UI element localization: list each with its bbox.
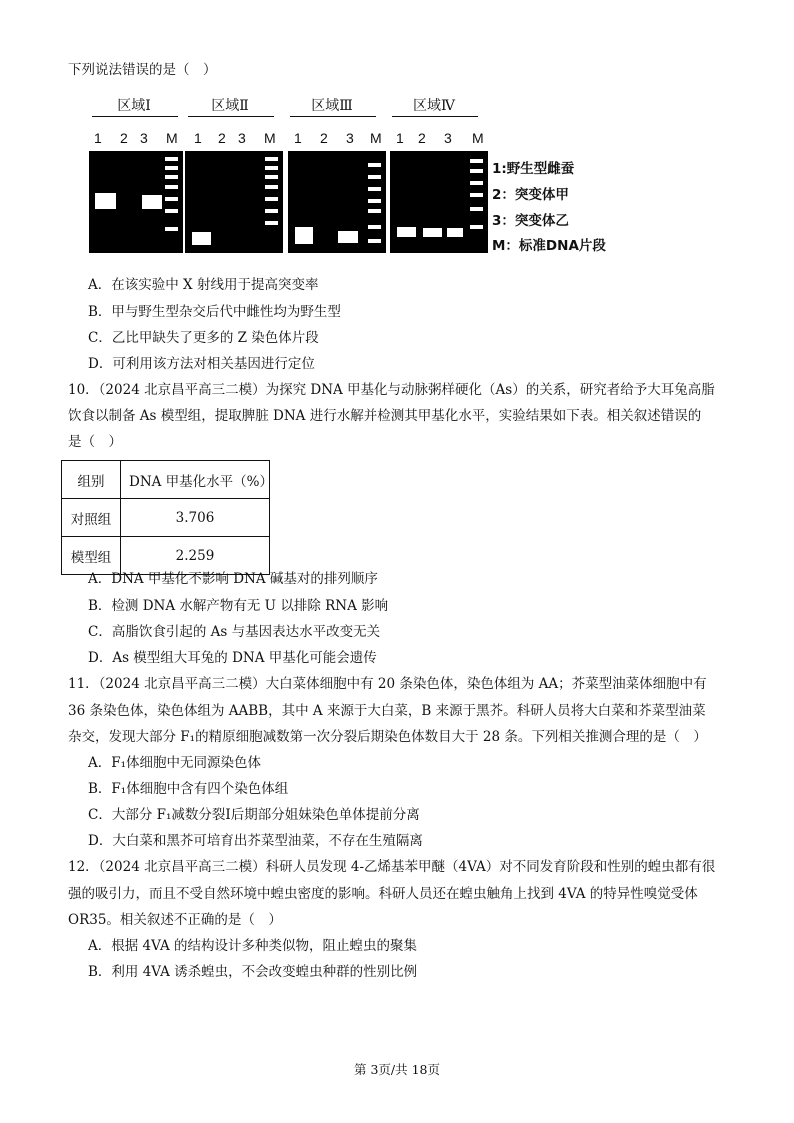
gel-region-4 xyxy=(390,151,488,253)
marker-band xyxy=(165,227,178,231)
table-header-row xyxy=(62,461,270,499)
region-underline-4 xyxy=(392,116,478,117)
marker-band xyxy=(165,166,178,170)
marker-band xyxy=(368,187,381,191)
question-9-stem: 下列说法错误的是（ ） xyxy=(68,62,217,78)
lane-label-3: 3 xyxy=(140,130,148,146)
marker-band xyxy=(470,159,483,163)
lane-label-2: 2 xyxy=(320,130,328,146)
marker-band xyxy=(265,157,278,161)
region-underline-3 xyxy=(290,116,376,117)
q9-option-c: C．乙比甲缺失了更多的 Z 染色体片段 xyxy=(88,330,319,346)
lane-label-1: 1 xyxy=(194,130,202,146)
q10-option-d: D．As 模型组大耳兔的 DNA 甲基化可能会遗传 xyxy=(88,650,377,666)
marker-band xyxy=(368,239,381,243)
marker-band xyxy=(165,175,178,179)
band-lane-2 xyxy=(423,228,442,237)
legend-item-mutant-b: 3：突变体乙 xyxy=(492,213,569,229)
band-lane-1 xyxy=(295,227,313,244)
q12-stem-line-1: 12．（2024 北京昌平高三二模）科研人员发现 4-乙烯基苯甲醚（4VA）对不同发育阶段和性别的蝗虫都有很 xyxy=(68,859,716,875)
lane-label-1: 1 xyxy=(94,130,102,146)
lane-label-m: M xyxy=(166,130,178,146)
q10-option-c: C．高脂饮食引起的 As 与基因表达水平改变无关 xyxy=(88,624,381,640)
q11-stem-line-3: 杂交，发现大部分 F₁的精原细胞减数第一次分裂后期染色体数目大于 28 条。下列相关推测合理的是（ ） xyxy=(68,729,707,745)
page-number: 第 3页/共 18页 xyxy=(353,1062,441,1077)
marker-band xyxy=(165,185,178,189)
marker-band xyxy=(265,185,278,189)
q9-option-a: A．在该实验中 X 射线用于提高突变率 xyxy=(88,277,319,293)
band-lane-3 xyxy=(338,231,358,243)
table-row xyxy=(62,499,270,537)
q11-stem-line-2: 36 条染色体，染色体组为 AABB，其中 A 来源于大白菜，B 来源于黑芥。科研人员将大白菜和芥菜型油菜 xyxy=(68,703,706,719)
q12-option-b: B．利用 4VA 诱杀蝗虫，不会改变蝗虫种群的性别比例 xyxy=(88,964,418,980)
table-cell-group: 对照组 xyxy=(62,499,121,537)
band-lane-1 xyxy=(95,193,116,209)
lane-label-m: M xyxy=(264,130,276,146)
marker-band xyxy=(368,209,381,213)
marker-band xyxy=(265,166,278,170)
lane-label-3: 3 xyxy=(238,130,246,146)
q9-option-d: D．可利用该方法对相关基因进行定位 xyxy=(88,356,315,372)
lane-label-2: 2 xyxy=(218,130,226,146)
lane-label-1: 1 xyxy=(294,130,302,146)
gel-region-3 xyxy=(288,151,386,253)
q10-stem-line-2: 饮食以制备 As 模型组，提取脾脏 DNA 进行水解并检测其甲基化水平，实验结果如下表。相关叙述错误的 xyxy=(68,408,702,424)
marker-band xyxy=(265,175,278,179)
marker-band xyxy=(470,181,483,185)
band-lane-3 xyxy=(142,195,162,209)
band-lane-3 xyxy=(447,228,463,237)
marker-band xyxy=(265,209,278,213)
region-label-2: 区域Ⅱ xyxy=(211,98,249,114)
table-cell-value: 2.259 xyxy=(121,537,270,575)
marker-band xyxy=(165,157,178,161)
table-cell-value: 3.706 xyxy=(121,499,270,537)
marker-band xyxy=(368,163,381,167)
q12-stem-line-2: 强的吸引力，而且不受自然环境中蝗虫密度的影响。科研人员还在蝗虫触角上找到 4VA 的特异性嗅觉受体 xyxy=(68,886,698,902)
lane-label-m: M xyxy=(370,130,382,146)
q9-option-b: B．甲与野生型杂交后代中雌性均为野生型 xyxy=(88,304,341,320)
marker-band xyxy=(165,197,178,201)
region-label-1: 区域Ⅰ xyxy=(117,98,151,114)
legend-item-marker: M：标准DNA片段 xyxy=(492,238,606,254)
marker-band xyxy=(470,225,483,229)
lane-label-3: 3 xyxy=(444,130,452,146)
marker-band xyxy=(470,207,483,211)
lane-label-2: 2 xyxy=(120,130,128,146)
region-label-4: 区域Ⅳ xyxy=(413,98,455,114)
marker-band xyxy=(368,225,381,229)
q11-option-a: A．F₁体细胞中无同源染色体 xyxy=(88,755,262,771)
marker-band xyxy=(470,169,483,173)
q10-stem-line-3: 是（ ） xyxy=(68,434,122,450)
lane-label-3: 3 xyxy=(346,130,354,146)
q10-option-b: B．检测 DNA 水解产物有无 U 以排除 RNA 影响 xyxy=(88,598,389,614)
q11-option-d: D．大白菜和黑芥可培育出芥菜型油菜，不存在生殖隔离 xyxy=(88,833,423,849)
table-header-methylation: DNA 甲基化水平（%） xyxy=(121,461,270,499)
band-lane-1 xyxy=(192,232,211,245)
table-cell-group: 模型组 xyxy=(62,537,121,575)
legend-item-mutant-a: 2：突变体甲 xyxy=(492,187,569,203)
marker-band xyxy=(368,199,381,203)
legend-item-wild-type: 1:野生型雌蚕 xyxy=(492,161,575,177)
q12-option-a: A．根据 4VA 的结构设计多种类似物，阻止蝗虫的聚集 xyxy=(88,938,418,954)
marker-band xyxy=(265,197,278,201)
marker-band xyxy=(368,175,381,179)
table-header-group: 组别 xyxy=(62,461,121,499)
lane-label-2: 2 xyxy=(418,130,426,146)
marker-band xyxy=(165,209,178,213)
gel-region-2 xyxy=(185,151,283,253)
band-lane-1 xyxy=(397,227,416,237)
gel-region-1 xyxy=(89,151,183,253)
lane-label-m: M xyxy=(472,130,484,146)
marker-band xyxy=(265,221,278,225)
region-label-3: 区域Ⅲ xyxy=(311,98,353,114)
methylation-table xyxy=(61,460,274,575)
q11-option-b: B．F₁体细胞中含有四个染色体组 xyxy=(88,781,289,797)
region-underline-2 xyxy=(188,116,274,117)
q10-stem-line-1: 10．（2024 北京昌平高三二模）为探究 DNA 甲基化与动脉粥样硬化（As）的关系，研究者给予大耳兔高脂 xyxy=(68,382,715,398)
marker-band xyxy=(470,193,483,197)
q11-option-c: C．大部分 F₁减数分裂Ⅰ后期部分姐妹染色单体提前分离 xyxy=(88,807,420,823)
q11-stem-line-1: 11．（2024 北京昌平高三二模）大白菜体细胞中有 20 条染色体，染色体组为 AA；芥菜型油菜体细胞中有 xyxy=(68,676,707,692)
region-underline-1 xyxy=(92,116,178,117)
q10-option-a: A．DNA 甲基化不影响 DNA 碱基对的排列顺序 xyxy=(88,571,378,587)
lane-label-1: 1 xyxy=(396,130,404,146)
q12-stem-line-3: OR35。相关叙述不正确的是（ ） xyxy=(68,912,282,928)
